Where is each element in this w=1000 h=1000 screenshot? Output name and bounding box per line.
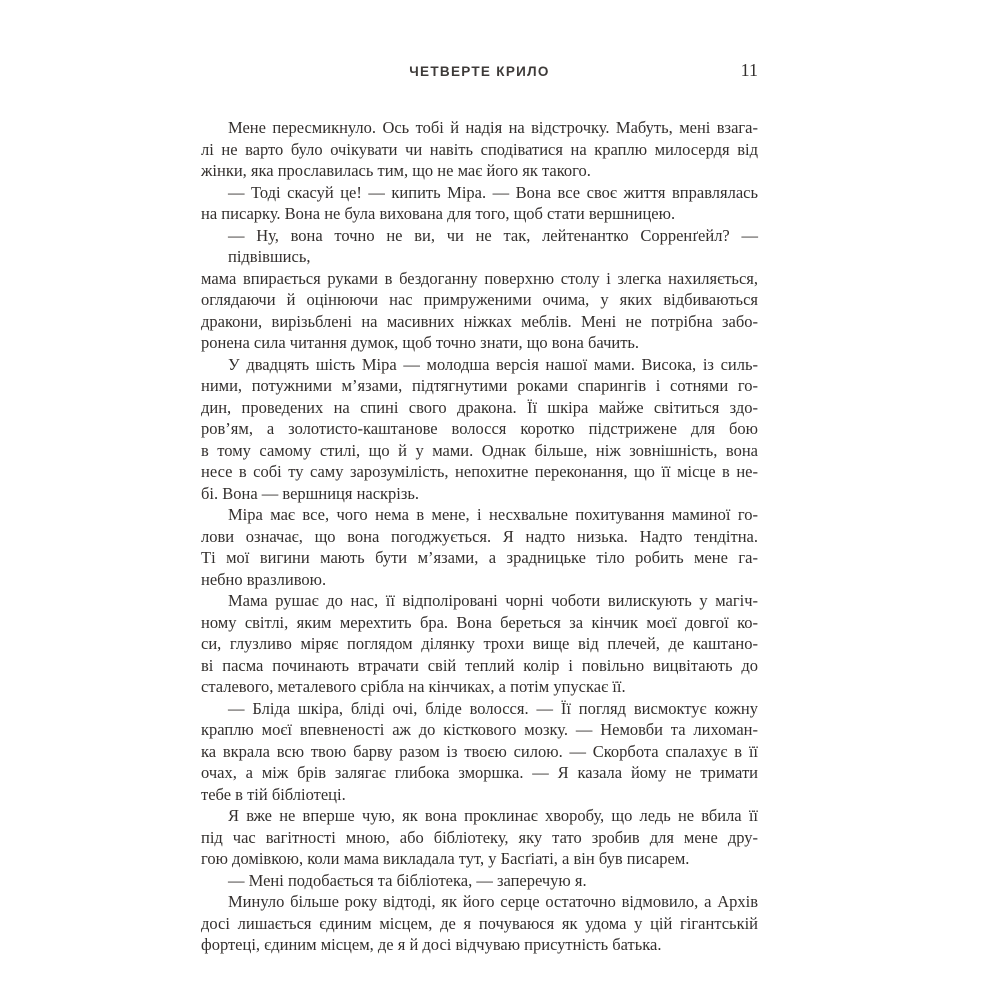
text-line: Минуло більше року відтоді, як його серце остаточно відмовило, а Архів xyxy=(228,892,758,911)
text-line: — Бліда шкіра, бліді очі, бліде волосся. — Її погляд висмоктує кожну xyxy=(228,698,758,718)
text-line: дин, проведених на спині свого дракона. Її шкіра майже світиться здо- xyxy=(201,397,758,417)
text-line: очах, а між брів залягає глибока зморшка. — Я казала йому не тримати xyxy=(201,763,758,782)
text-line: Мама рушає до нас, її відполіровані чорні чоботи вилискують у магіч- xyxy=(228,591,758,610)
text-line: під час вагітності мною, або бібліотеку, яку тато зробив для мене дру- xyxy=(201,827,758,847)
running-header-title: ЧЕТВЕРТЕ КРИЛО xyxy=(409,64,550,79)
body-text xyxy=(201,117,758,956)
text-line: небно вразливою. xyxy=(201,569,327,589)
text-line: жінки, яка прославилась тим, що не має його як такого. xyxy=(201,161,591,180)
text-line: Ті мої вигини мають бути м’язами, а зрадницьке тіло робить мене га- xyxy=(201,548,758,567)
paragraph xyxy=(201,891,758,956)
text-line: тебе в тій бібліотеці. xyxy=(201,784,346,804)
text-line: дракони, вирізьблені на масивних ніжках меблів. Мені не потрібна забо- xyxy=(201,311,758,331)
page-number: 11 xyxy=(740,60,758,80)
text-line: У двадцять шість Міра — молодша версія нашої мами. Висока, із силь- xyxy=(228,354,758,374)
text-line: гою домівкою, коли мама викладала тут, у Басґіаті, а він був писарем. xyxy=(201,849,690,868)
paragraph xyxy=(201,590,758,698)
paragraph xyxy=(201,225,758,354)
text-line: Мене пересмикнуло. Ось тобі й надія на відстрочку. Мабуть, мені взага- xyxy=(228,118,758,137)
paragraph xyxy=(201,182,758,225)
text-line: ка вкрала всю твою барву разом із твоєю силою. — Скорбота спалахує в її xyxy=(201,741,758,761)
text-line: Я вже не вперше чую, як вона проклинає хворобу, що ледь не вбила її xyxy=(228,806,758,825)
text-line: досі лишається єдиним місцем, де я почуваюся як удома у цій гігантській xyxy=(201,913,758,933)
paragraph xyxy=(201,698,758,806)
text-line: краплю моєї впевненості аж до кісткового мозку. — Немовби та лихоман- xyxy=(201,720,758,739)
paragraph xyxy=(201,504,758,590)
paragraph xyxy=(201,805,758,870)
text-line: ними, потужними м’язами, підтягнутими роками спарингів і сотнями го- xyxy=(201,376,758,395)
text-line: ронена сила читання думок, щоб точно знати, що вона бачить. xyxy=(201,333,640,352)
text-line: Міра має все, чого нема в мене, і несхвальне похитування маминої го- xyxy=(228,505,758,524)
text-line: оглядаючи й оцінюючи нас примруженими очима, у яких відбиваються xyxy=(201,290,758,309)
text-line: в тому самому стилі, що й у мами. Однак більше, ніж зовнішність, вона xyxy=(201,440,758,460)
text-line: си, глузливо міряє поглядом ділянку трохи вище від плечей, де каштано- xyxy=(201,634,758,653)
text-line: ров’ям, а золотисто-каштанове волосся коротко підстрижене для бою xyxy=(201,419,758,438)
text-line: — Тоді скасуй це! — кипить Міра. — Вона все своє життя вправлялась xyxy=(228,182,758,202)
paragraph xyxy=(201,870,758,892)
text-line: ному світлі, яким мерехтить бра. Вона береться за кінчик моєї довгої ко- xyxy=(201,612,758,632)
text-line: — Ну, вона точно не ви, чи не так, лейтенантко Сорренґейл? — підвівшись, xyxy=(228,225,758,266)
text-line: ві пасма починають втрачати свій теплий колір і повільно вицвітають до xyxy=(201,655,758,675)
text-line: — Мені подобається та бібліотека, — заперечую я. xyxy=(228,870,587,890)
text-line: фортеці, єдиним місцем, де я й досі відчуваю присутність батька. xyxy=(201,935,662,954)
paragraph xyxy=(201,117,758,182)
text-line: сталевого, металевого срібла на кінчиках, а потім упускає її. xyxy=(201,677,626,696)
text-line: лови означає, що вона погоджується. Я надто низька. Надто тендітна. xyxy=(201,526,758,546)
running-header xyxy=(201,60,758,84)
text-line: лі не варто було очікувати чи навіть сподіватися на краплю милосердя від xyxy=(201,139,758,159)
text-line: на писарку. Вона не була вихована для того, щоб стати вершницею. xyxy=(201,204,676,223)
text-line: бі. Вона — вершниця наскрізь. xyxy=(201,483,420,503)
text-line: несе в собі ту саму зарозумілість, непохитне переконання, що її місце в не- xyxy=(201,462,758,481)
text-line: мама впирається руками в бездоганну поверхню столу і злегка нахиляється, xyxy=(201,268,758,288)
text-block xyxy=(201,60,758,956)
paragraph xyxy=(201,354,758,505)
